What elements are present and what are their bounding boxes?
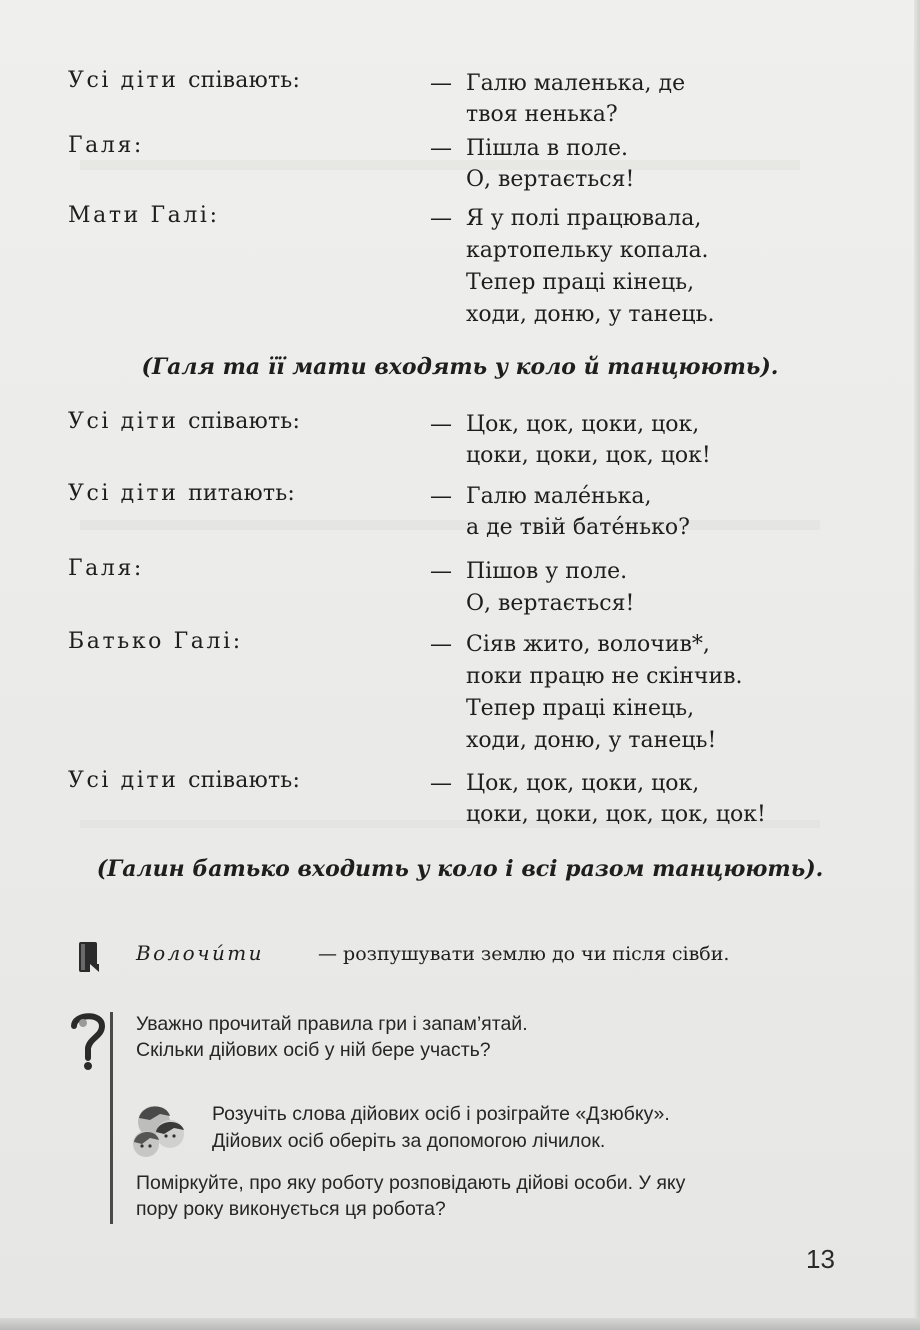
dialogue-dash: —	[430, 206, 452, 231]
task-text: Розучіть слова дійових осіб і розіграйте «Дзюбку».	[212, 1103, 670, 1125]
page-edge	[0, 1318, 920, 1330]
dialogue-dash: —	[430, 136, 452, 161]
dialogue-line: Пішов у поле.	[466, 559, 628, 584]
dialogue-line: ходи, доню, у танець!	[466, 728, 717, 753]
stage-direction: (Галя та її мати входять у коло й танцюють).	[141, 354, 779, 380]
dialogue-dash: —	[430, 484, 452, 509]
dialogue-dash: —	[430, 771, 452, 796]
dialogue-line: картопельку копала.	[466, 238, 709, 263]
dialogue-line: О, вертається!	[466, 591, 635, 616]
speaker-label: Усі діти співають:	[68, 68, 301, 93]
page-edge	[914, 0, 920, 1330]
question-text: Уважно прочитай правила гри і запам’ятай.	[136, 1013, 528, 1035]
dialogue-line: ходи, доню, у танець.	[466, 302, 715, 327]
dialogue-line: Тепер праці кінець,	[466, 270, 695, 295]
question-text: Поміркуйте, про яку роботу розповідають дійові особи. У яку	[136, 1172, 686, 1194]
question-text: Скільки дійових осіб у ній бере участь?	[136, 1039, 491, 1061]
dialogue-line: поки працю не скінчив.	[466, 664, 743, 689]
dialogue-line: а де твій бате́нько?	[466, 515, 690, 540]
speaker-label: Усі діти співають:	[68, 409, 301, 434]
children-icon	[130, 1100, 198, 1162]
dialogue-dash: —	[430, 71, 452, 96]
question-icon	[66, 1008, 110, 1072]
task-text: Дійових осіб оберіть за допомогою лічилок.	[212, 1130, 606, 1152]
dialogue-line: Цок, цок, цоки, цок,	[466, 412, 700, 437]
book-icon	[78, 940, 100, 974]
speaker-label: Галя:	[68, 556, 144, 581]
dialogue-line: Тепер праці кінець,	[466, 696, 695, 721]
dialogue-dash: —	[430, 559, 452, 584]
question-text: пору року виконується ця робота?	[136, 1198, 446, 1220]
speaker-label: Галя:	[68, 133, 144, 158]
page-number: 13	[806, 1244, 835, 1274]
show-through	[80, 160, 800, 170]
footnote-definition: — розпушувати землю до чи після сівби.	[318, 943, 730, 965]
dialogue-dash: —	[430, 632, 452, 657]
show-through	[80, 520, 820, 530]
dialogue-line: Сіяв жито, волочив*,	[466, 632, 710, 657]
dialogue-line: Галю маленька, де	[466, 71, 686, 96]
question-bar	[110, 1012, 113, 1224]
speaker-label: Батько Галі:	[68, 629, 243, 654]
speaker-label: Мати Галі:	[68, 203, 220, 228]
stage-direction: (Галин батько входить у коло і всі разом танцюють).	[96, 856, 824, 882]
speaker-label: Усі діти питають:	[68, 481, 295, 506]
dialogue-line: твоя ненька?	[466, 102, 618, 127]
dialogue-line: Галю мале́нька,	[466, 484, 652, 509]
dialogue-line: Я у полі працювала,	[466, 206, 702, 231]
dialogue-line: Цок, цок, цоки, цок,	[466, 771, 700, 796]
speaker-label: Усі діти співають:	[68, 768, 301, 793]
dialogue-dash: —	[430, 412, 452, 437]
dialogue-line: Пішла в поле.	[466, 136, 629, 161]
dialogue-line: О, вертається!	[466, 167, 635, 192]
dialogue-line: цоки, цоки, цок, цок, цок!	[466, 802, 766, 827]
dialogue-line: цоки, цоки, цок, цок!	[466, 443, 711, 468]
footnote-term: Волочи́ти	[136, 941, 264, 965]
